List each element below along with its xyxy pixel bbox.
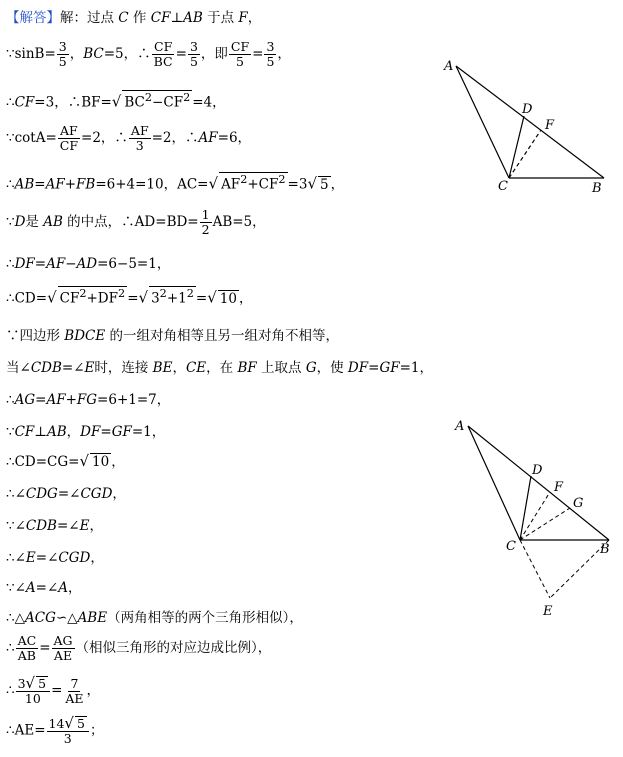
solution-line-20: ∴ $\frac{3√ 5}{10}$ = $\frac{7}{AE}$ ， xyxy=(6,674,101,706)
solution-line-4: ∵cotA= $\frac{AF}{CF}$ =2，∴ $\frac{AF}{3}$ =2，∴AF=6， xyxy=(6,123,252,153)
label-F: F xyxy=(554,480,564,495)
solution-line-12: ∵CF⊥AB，DF=GF=1， xyxy=(6,424,166,440)
segment-AC xyxy=(456,66,509,178)
solution-line-18: ∴△ACG∽△ABE（两角相等的两个三角形相似）， xyxy=(6,610,303,626)
solution-line-17: ∵∠A=∠A， xyxy=(6,580,82,596)
segment-CG xyxy=(520,508,570,540)
solution-line-15: ∵∠CDB=∠E， xyxy=(6,518,103,534)
label-C: C xyxy=(506,539,516,554)
label-A: A xyxy=(444,59,454,74)
label-G: G xyxy=(573,496,584,511)
solution-line-3: ∴CF=3，∴BF=√ $BC^2-CF^2 =4$， xyxy=(6,91,226,111)
solution-line-6: ∵D是 AB 的中点，∴AD=BD= $\frac{1}{2}$ AB=5， xyxy=(6,207,266,237)
label-D: D xyxy=(532,463,543,478)
solution-line-2: ∵sinB= $\frac{3}{5}$ ，BC=5，∴ $\frac{CF}{BC}$ = $\frac{3}{5}$ ，即 $\frac{CF}{5}$ = $\frac{3}{5}$ ， xyxy=(6,39,291,69)
label-B: B xyxy=(592,181,602,196)
solution-line-11: ∴AG=AF+FG=6+1=7， xyxy=(6,392,171,408)
label-C: C xyxy=(498,179,508,194)
solution-line-21: ∴AE= $\frac{14√ 5}{3}$ ； xyxy=(6,714,104,746)
solution-line-7: ∴DF=AF−AD=6−5=1， xyxy=(6,256,171,272)
solution-line-19: ∴ $\frac{AC}{AB}$ = $\frac{AG}{AE}$ （相似三角形的对应边成比例）， xyxy=(6,633,272,663)
solution-line-8: ∴CD=√ $CF^2+DF^2$ =√ $3^2+1^2$ =√ 10 ， xyxy=(6,287,253,307)
segment-CD xyxy=(509,116,524,178)
segment-CF xyxy=(520,492,550,540)
label-B: B xyxy=(600,542,610,557)
solution-line-13: ∴CD=CG=√ 10 ， xyxy=(6,452,125,470)
segment-AB xyxy=(468,426,609,540)
solution-line-9: ∵四边形 BDCE 的一组对角相等且另一组对角不相等， xyxy=(6,328,340,344)
label-E: E xyxy=(543,604,553,619)
solution-line-16: ∴∠E=∠CGD， xyxy=(6,550,104,566)
segment-BE xyxy=(550,540,609,598)
segment-AC xyxy=(468,426,520,540)
answer-label: 【解答】 xyxy=(6,10,60,26)
segment-CF xyxy=(509,130,541,178)
solution-line-5: ∴AB=AF+FB=6+4=10，AC=√ $AF^2+CF^2 =3√$ 5 ， xyxy=(6,173,345,193)
segment-CD xyxy=(520,476,531,540)
solution-line-14: ∴∠CDG=∠CGD， xyxy=(6,486,126,502)
label-D: D xyxy=(522,102,533,117)
solution-line-10: 当∠CDB=∠E时，连接 BE，CE，在 BF 上取点 G，使 DF=GF=1， xyxy=(6,360,433,376)
segment-CE xyxy=(520,540,550,598)
solution-line-1: 【解答】解：过点 C 作 CF⊥AB 于点 F， xyxy=(6,10,262,26)
label-F: F xyxy=(545,118,555,133)
label-A: A xyxy=(455,419,465,434)
segment-AB xyxy=(456,66,604,178)
